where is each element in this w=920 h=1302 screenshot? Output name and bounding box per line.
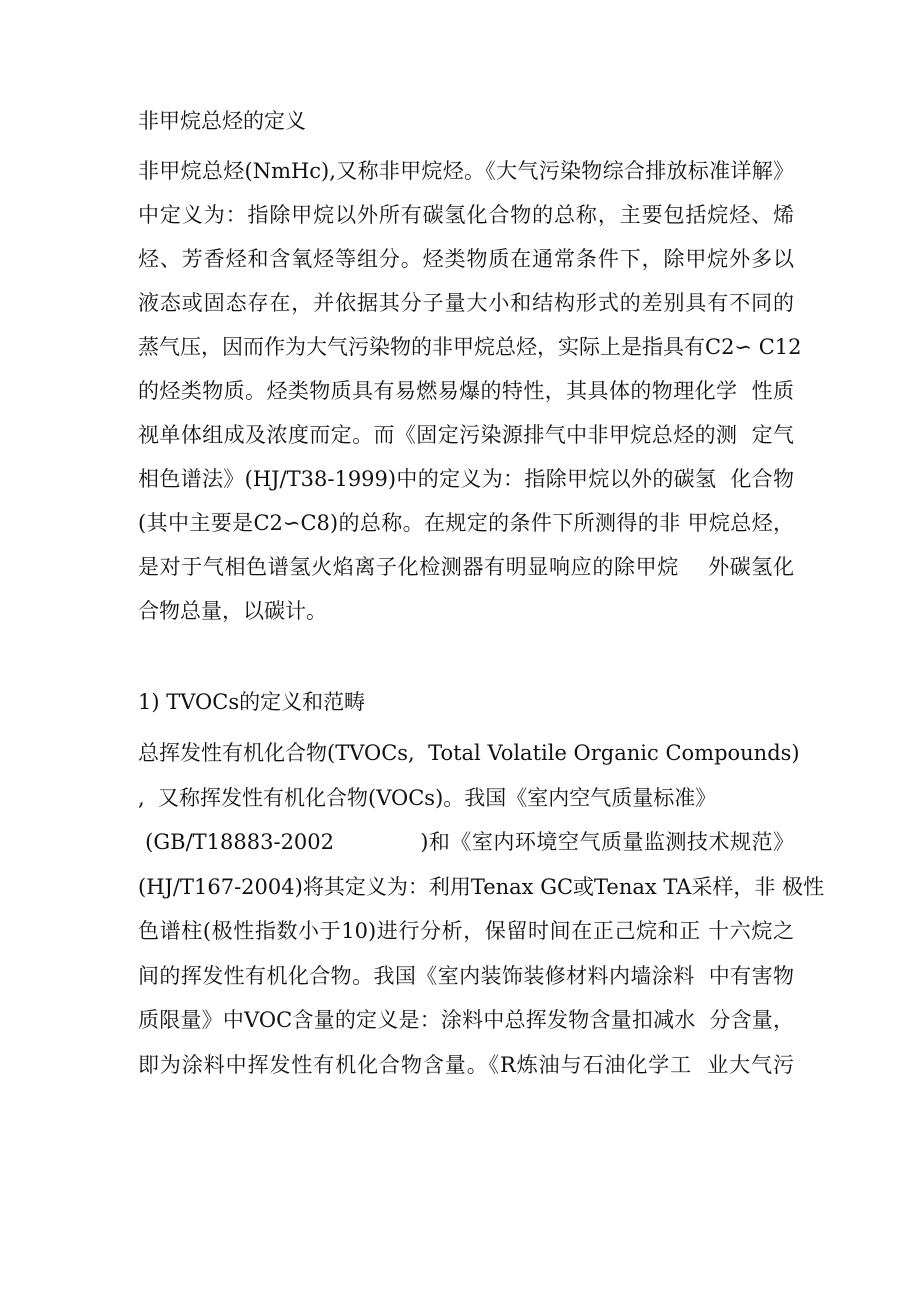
paragraph-line: 总挥发性有机化合物(TVOCs, Total Volatile Organic Compounds) <box>138 741 800 765</box>
paragraph-line: 的烃类物质。烃类物质具有易燃易爆的特性，其具体的物理化学 性质 <box>138 379 794 403</box>
paragraph-line: , 又称挥发性有机化合物(VOCs)。我国《室内空气质量标准》 <box>138 786 717 810</box>
paragraph-line: 质限量》中VOC含量的定义是：涂料中总挥发物含量扣减水 分含量， <box>138 1008 794 1032</box>
paragraph-line: (其中主要是C2∽C8)的总称。在规定的条件下所测得的非 甲烷总烃， <box>138 511 794 535</box>
paragraph-line: 间的挥发性有机化合物。我国《室内装饰装修材料内墙涂料 中有害物 <box>138 964 794 988</box>
paragraph-line: 视单体组成及浓度而定。而《固定污染源排气中非甲烷总烃的测 定气 <box>138 423 794 447</box>
paragraph-line: 中定义为：指除甲烷以外所有碳氢化合物的总称，主要包括烷烃、烯 <box>138 203 794 227</box>
paragraph-line: 烃、芳香烃和含氧烃等组分。烃类物质在通常条件下，除甲烷外多以 <box>138 247 794 271</box>
paragraph-line: (GB/T18883-2002 )和《室内环境空气质量监测技术规范》 <box>138 830 794 854</box>
section-heading: 1) TVOCs的定义和范畴 <box>138 690 366 714</box>
paragraph-line: (HJ/T167-2004)将其定义为：利用Tenax GC或Tenax TA采样，非 极性 <box>138 875 825 899</box>
paragraph-line: 相色谱法》(HJ/T38-1999)中的定义为：指除甲烷以外的碳氢 化合物 <box>138 467 794 491</box>
paragraph-line: 液态或固态存在，并依据其分子量大小和结构形式的差别具有不同的 <box>138 291 794 315</box>
section-heading: 非甲烷总烃的定义 <box>138 109 306 133</box>
paragraph-line: 是对于气相色谱氢火焰离子化检测器有明显响应的除甲烷 外碳氢化 <box>138 555 794 579</box>
paragraph-line: 蒸气压，因而作为大气污染物的非甲烷总烃，实际上是指具有C2∽ C12 <box>138 335 802 359</box>
paragraph-line: 即为涂料中挥发性有机化合物含量。《R炼油与石油化学工 业大气污 <box>138 1053 794 1077</box>
paragraph-line: 合物总量，以碳计。 <box>138 599 327 623</box>
paragraph-line: 色谱柱(极性指数小于10)进行分析，保留时间在正己烷和正 十六烷之 <box>138 919 794 943</box>
paragraph-line: 非甲烷总烃(NmHc),又称非甲烷烃。《大气污染物综合排放标准详解》 <box>138 159 794 183</box>
